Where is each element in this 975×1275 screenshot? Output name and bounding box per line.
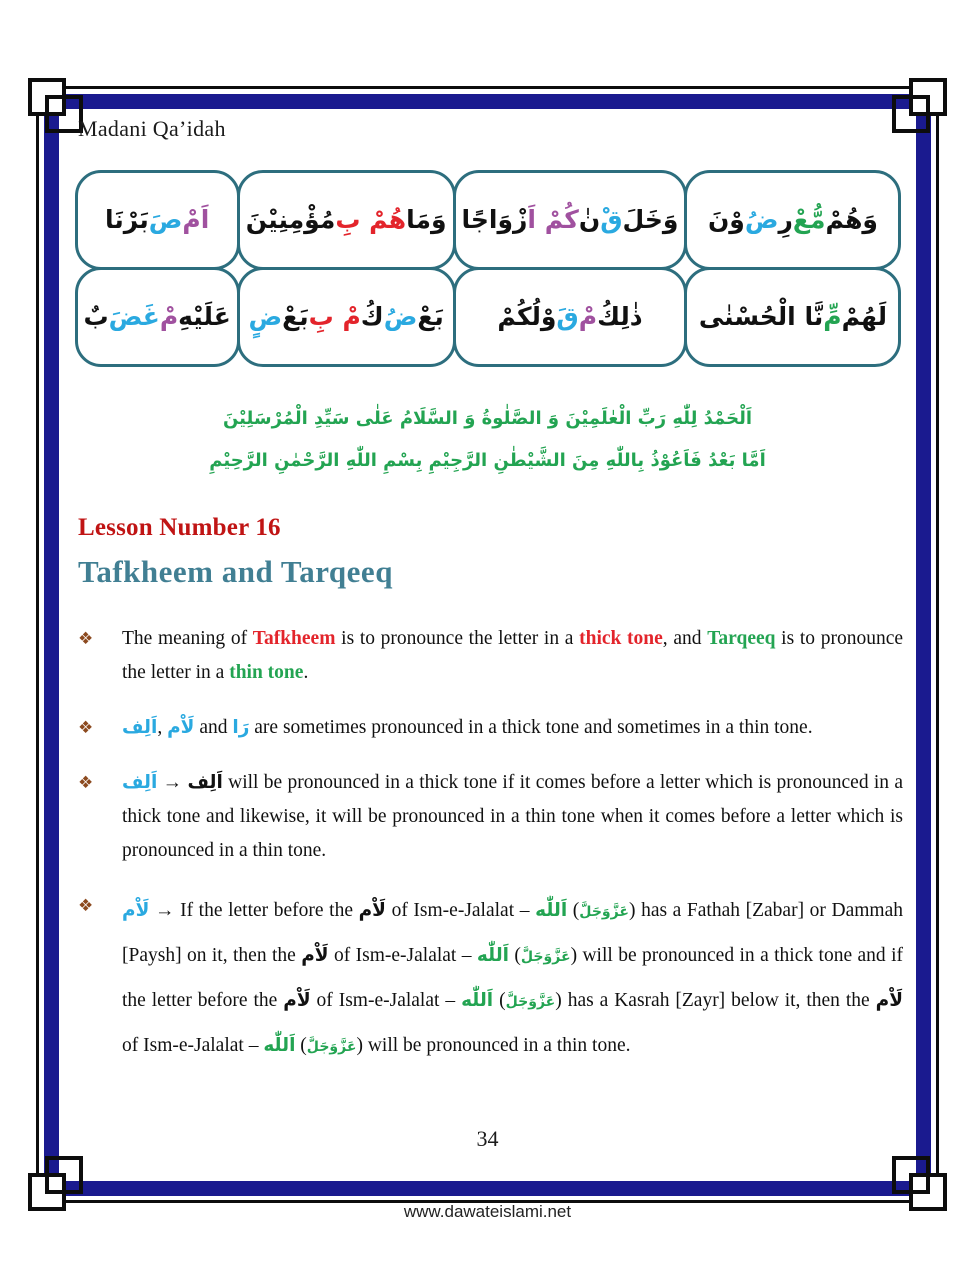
quran-word-box: لَهُمْ مِّ نَّا الْحُسْنٰى <box>684 267 901 367</box>
footer-url: www.dawateislami.net <box>403 1202 572 1221</box>
quran-word-boxes <box>76 171 900 365</box>
bullet-text: The meaning of Tafkheem is to pronounce the letter in a thick tone, and Tarqeeq is to pronounce the letter in a thin tone. <box>122 628 904 683</box>
bullet-text: اَلِف → اَلِف will be pronounced in a thick tone if it comes before a letter which is pronounced in a thick tone and likewise, it will be pronounced in a thin tone when it comes before a letter which is pronounced in a thin tone. <box>122 772 904 861</box>
diamond-bullet-icon: ❖ <box>78 629 94 649</box>
quran-word-box: ذٰلِكُ مْ قَ وْلُكُمْ <box>453 267 688 367</box>
bullet-item <box>78 711 903 745</box>
diamond-bullet-icon: ❖ <box>78 896 94 916</box>
lesson-title: Tafkheem and Tarqeeq <box>78 554 393 589</box>
bullet-item <box>78 622 903 690</box>
diamond-bullet-icon: ❖ <box>78 773 94 793</box>
quran-word-box: عَلَيْهِ مْ غَضَ بٌ <box>75 267 240 367</box>
quran-word-box: اَمْ صَ بَرْنَا <box>75 170 240 270</box>
arabic-dua-block <box>0 398 975 482</box>
quran-word-box: بَعْ ضُ كُ مْ بِ بَعْ ضٍ <box>237 267 456 367</box>
diamond-bullet-icon: ❖ <box>78 718 94 738</box>
bullet-text: لَاْم → If the letter before the لَاْم of Ism-e-Jalalat – اَللّٰه (عَزَّوَجَلَّ) has a Fathah [Zabar] or Dammah [Paysh] on it, then the لَاْم of Ism-e-Jalalat – اَللّٰه (عَزَّوَجَلَّ) will be pronounced in a thick tone and if the letter before the لَاْم of Ism-e-Jalalat – اَللّٰه (عَزَّوَجَلَّ) has a Kasrah [Zayr] below it, then the لَاْم of Ism-e-Jalalat – اَللّٰه (عَزَّوَجَلَّ) will be pronounced in a thin tone. <box>122 900 903 1056</box>
page-number: 34 <box>476 1126 499 1151</box>
bullet-text: اَلِف, لَاْم and رَا are sometimes pronounced in a thick tone and sometimes in a thin tone. <box>122 717 813 738</box>
frame-corner-ornament <box>885 78 947 140</box>
dua-line-2: اَمَّا بَعْدُ فَاَعُوْذُ بِاللّٰهِ مِنَ الشَّيْطٰنِ الرَّجِيْمِ بِسْمِ اللّٰهِ الرَّحْمٰنِ الرَّحِيْمِ <box>209 450 766 471</box>
quran-word-box: وَمَا هُمْ بِ مُؤْمِنِيْنَ <box>237 170 456 270</box>
lesson-number-heading: Lesson Number 16 <box>78 514 281 541</box>
bullet-item <box>78 889 903 1069</box>
bullet-item <box>78 766 903 868</box>
quran-word-box: وَهُمْ مُّعْ رِ ضُ وْنَ <box>684 170 901 270</box>
lesson-bullet-list <box>78 622 903 1090</box>
running-header: Madani Qa’idah <box>78 116 226 141</box>
dua-line-1: اَلْحَمْدُ لِلّٰهِ رَبِّ الْعٰلَمِيْنَ وَ الصَّلٰوةُ وَ السَّلَامُ عَلٰى سَيِّدِ الْمُرْسَلِيْنَ <box>222 408 753 429</box>
quran-word-box: وَخَلَ قْ نٰ كُمْ اَ زْوَاجًا <box>453 170 688 270</box>
